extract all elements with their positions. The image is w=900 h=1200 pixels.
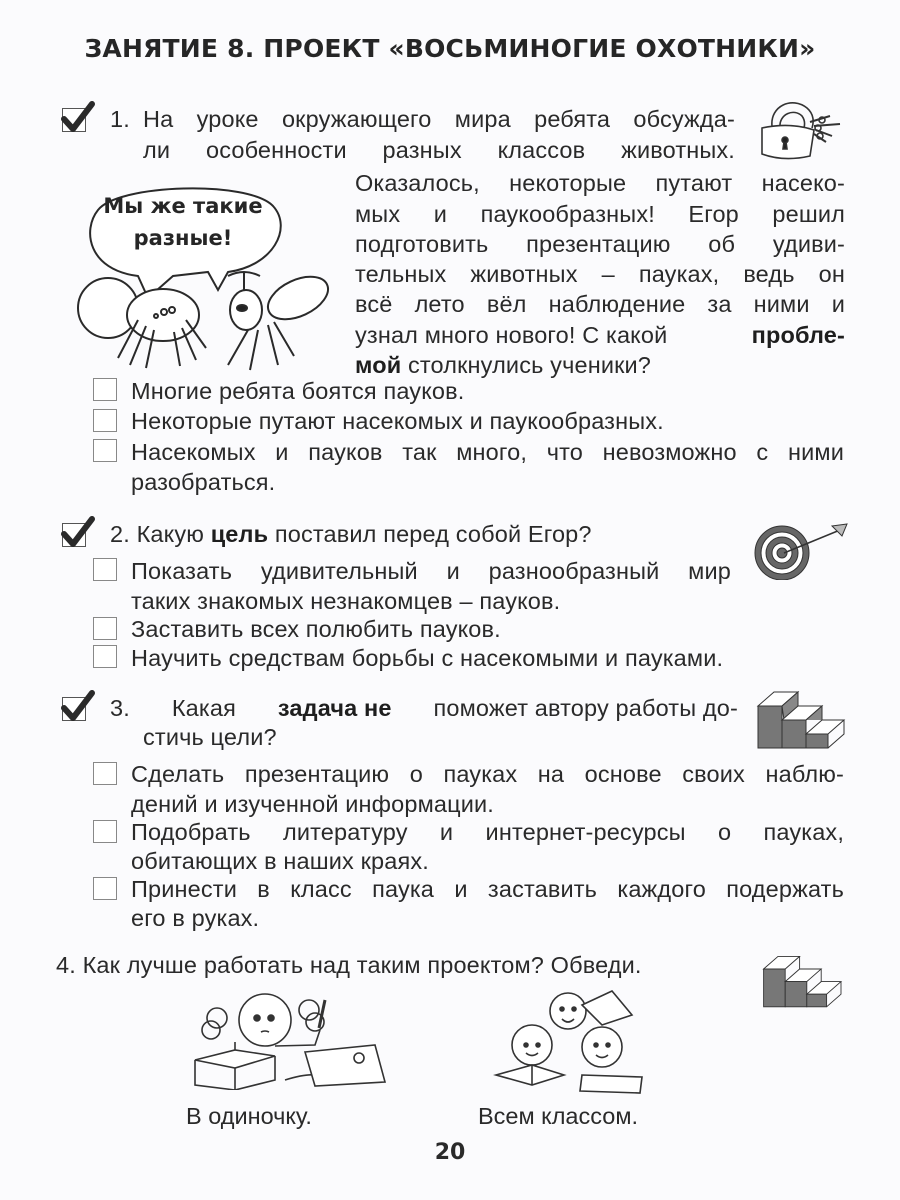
checkmark-box-icon (62, 108, 86, 132)
task-3-q-post: поможет автору работы до- (433, 695, 738, 721)
task-2-q-pre: Какую (136, 521, 211, 547)
task-3-option-3-checkbox[interactable] (93, 877, 117, 900)
task-1-option-3-cont: разобраться. (131, 469, 276, 495)
task-2-option-1-checkbox[interactable] (93, 558, 117, 581)
task-1-line-1: На уроке окружающего мира ребята обсужда- (143, 106, 735, 132)
task-2-option-1: Показать удивительный и разнообразный мир (131, 558, 731, 584)
task-3-bold-words: задача не (277, 695, 392, 721)
task-3-option-3-cont: его в руках. (131, 905, 260, 931)
task-1-line-7: всё лето вёл наблюдение за ними и (355, 291, 845, 317)
task-3-option-3: Принести в класс паука и заставить каждого подержать (131, 876, 844, 902)
task-1-line-8 (355, 320, 845, 350)
task-1-number: 1. (110, 106, 130, 132)
class-working-together-illustration[interactable] (492, 985, 672, 1100)
task-3-question-cont: стичь цели? (143, 724, 277, 750)
task-2-q-post: поставил перед собой Егор? (268, 521, 592, 547)
task-3-q-pre: Какая (171, 695, 236, 721)
task-3-question (110, 693, 738, 723)
task-3-option-1-cont: дений и изученной информации. (131, 791, 494, 817)
padlock-keys-icon (752, 96, 852, 167)
stairs-icon (754, 686, 854, 761)
task-3-option-1: Сделать презентацию о пауках на основе своих наблю- (131, 761, 844, 787)
task-2-option-2: Заставить всех полюбить пауков. (131, 616, 501, 642)
choice-alone[interactable]: В одиночку. (186, 1103, 312, 1129)
task-2-option-1-cont: таких знакомых незнакомцев – пауков. (131, 588, 561, 614)
task-3-option-2-cont: обитающих в наших краях. (131, 848, 429, 874)
task-4-number: 4. (56, 952, 76, 978)
target-arrow-icon (752, 520, 852, 585)
task-4-question (56, 950, 642, 980)
task-1-line-3: Оказалось, некоторые путают насеко- (355, 170, 845, 196)
task-2-option-2-checkbox[interactable] (93, 617, 117, 640)
task-1-option-2-checkbox[interactable] (93, 409, 117, 432)
task-1-option-3: Насекомых и пауков так много, что невозможно с ними (131, 439, 844, 465)
checkmark-box-icon (62, 523, 86, 547)
page-number: 20 (434, 1140, 466, 1165)
task-3-number: 3. (110, 695, 130, 721)
task-3-option-1-checkbox[interactable] (93, 762, 117, 785)
task-1-option-1: Многие ребята боятся пауков. (131, 378, 465, 404)
task-3-option-2-checkbox[interactable] (93, 820, 117, 843)
task-1-line-2: ли особенности разных классов животных. (143, 137, 735, 163)
task-1-option-3-checkbox[interactable] (93, 439, 117, 462)
task-1-line-6: тельных животных – пауках, ведь он (355, 261, 845, 287)
task-2-option-3: Научить средствам борьбы с насекомыми и пауками. (131, 645, 724, 671)
task-1-line-5: подготовить презентацию об удиви- (355, 231, 845, 257)
task-3-option-2: Подобрать литературу и интернет-ресурсы о пауках, (131, 819, 844, 845)
task-1-line-8-text: узнал много нового! С какой (355, 322, 668, 348)
task-1-line-9-text: столкнулись ученики? (401, 352, 652, 378)
task-4-question-text: Как лучше работать над таким проектом? Обведи. (82, 952, 642, 978)
stairs-icon (760, 950, 850, 1020)
speech-bubble-line-2: разные! (133, 226, 233, 250)
speech-bubble-text (78, 190, 288, 254)
task-1-bold-word: пробле- (751, 322, 845, 348)
task-2-number: 2. (110, 521, 130, 547)
task-1-bold-word-2: мой (355, 352, 402, 378)
girl-working-alone-illustration[interactable] (175, 990, 395, 1095)
task-1-option-1-checkbox[interactable] (93, 378, 117, 401)
task-2-question (110, 519, 592, 549)
choice-whole-class[interactable]: Всем классом. (478, 1103, 639, 1129)
checkmark-box-icon (62, 697, 86, 721)
page-title: ЗАНЯТИЕ 8. ПРОЕКТ «ВОСЬМИНОГИЕ ОХОТНИКИ» (84, 34, 816, 63)
task-2-option-3-checkbox[interactable] (93, 645, 117, 668)
speech-bubble-line-1: Мы же такие (103, 194, 263, 218)
task-2-bold-word: цель (210, 521, 269, 547)
task-1-line-4: мых и паукообразных! Егор решил (355, 201, 845, 227)
task-1-option-2: Некоторые путают насекомых и паукообразных. (131, 408, 664, 434)
